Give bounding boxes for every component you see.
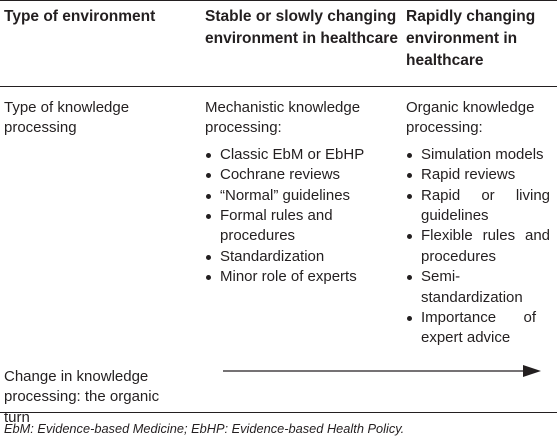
rapid-list (406, 145, 550, 349)
header-type-of-environment: Type of environment (4, 8, 156, 25)
right-arrow-icon (223, 364, 541, 378)
list-item: Cochrane reviews (205, 165, 385, 185)
header-divider-rule (0, 86, 557, 87)
list-item: “Normal” guidelines (205, 186, 385, 206)
table-bottom-rule (0, 412, 557, 413)
list-item: Semi-standardization (406, 267, 501, 308)
row-label-type-of-knowledge-processing: Type of knowledge processing (4, 99, 130, 137)
rapid-intro: Organic knowledge processing: (406, 99, 535, 137)
list-item: Importance of expert advice (406, 308, 536, 349)
list-item: Classic EbM or EbHP (205, 145, 385, 165)
list-item: Simulation models (406, 145, 550, 165)
list-item: Rapid reviews (406, 165, 550, 185)
list-item: Formal rules and procedures (205, 206, 350, 247)
stable-intro: Mechanistic knowledge processing: (205, 99, 361, 137)
row-label-change-in-knowledge-processing: Change in knowledge processing: the organic turn (4, 368, 160, 426)
list-item: Minor role of experts (205, 267, 385, 287)
table-footnote: EbM: Evidence-based Medicine; EbHP: Evidence-based Health Policy. (4, 421, 405, 436)
rapid-cell (406, 98, 554, 349)
header-stable-environment: Stable or slowly changing environment in healthcare (205, 8, 398, 47)
list-item: Standardization (205, 247, 385, 267)
stable-cell (205, 98, 400, 288)
stable-list (205, 145, 385, 288)
list-item: Rapid or living guidelines (406, 186, 550, 227)
table-top-rule (0, 0, 557, 1)
list-item: Flexible rules and procedures (406, 226, 550, 267)
header-rapid-environment: Rapidly changing environment in healthcare (406, 8, 536, 69)
